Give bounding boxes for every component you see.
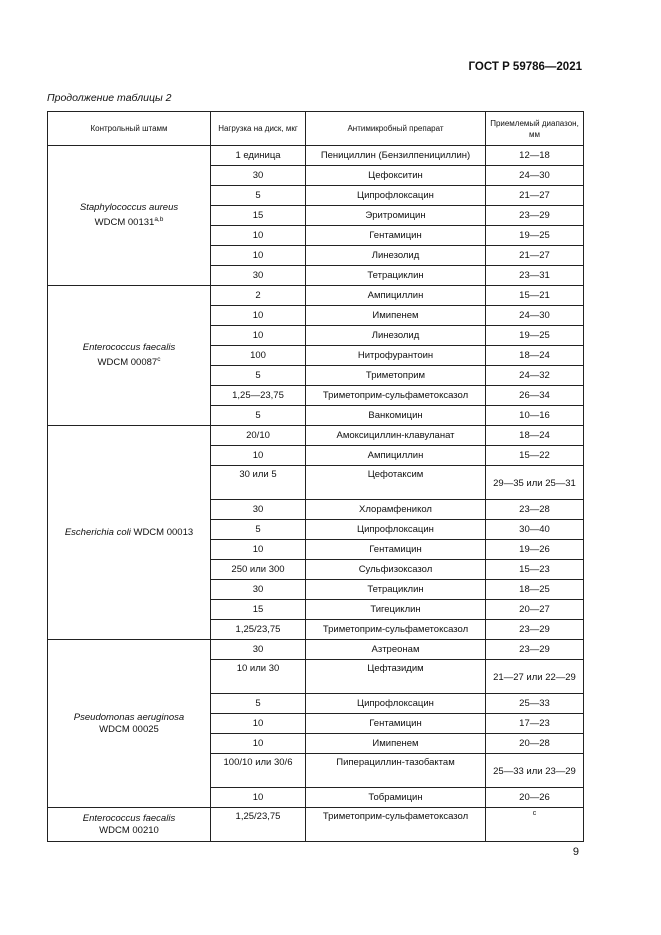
load-cell: 10 или 30	[211, 660, 306, 694]
range-cell: 20—27	[486, 600, 584, 620]
table-row	[48, 286, 584, 306]
load-cell: 1,25/23,75	[211, 808, 306, 842]
table-row	[48, 808, 584, 842]
drug-cell: Тетрациклин	[306, 580, 486, 600]
load-cell: 250 или 300	[211, 560, 306, 580]
range-cell: 12—18	[486, 146, 584, 166]
drug-cell: Ампициллин	[306, 286, 486, 306]
range-cell: 15—21	[486, 286, 584, 306]
drug-cell: Цефокситин	[306, 166, 486, 186]
load-cell: 100/10 или 30/6	[211, 754, 306, 788]
range-cell: 19—26	[486, 540, 584, 560]
strain-name: Pseudomonas aeruginosa	[73, 711, 185, 723]
drug-cell: Ципрофлоксацин	[306, 520, 486, 540]
strain-name: Enterococcus faecalis	[82, 341, 176, 353]
load-cell: 10	[211, 226, 306, 246]
range-cell: 15—23	[486, 560, 584, 580]
drug-cell: Азтреонам	[306, 640, 486, 660]
strain-cell	[48, 286, 211, 426]
drug-cell: Линезолид	[306, 326, 486, 346]
strain-cell	[48, 808, 211, 842]
range-cell: 10—16	[486, 406, 584, 426]
load-cell: 5	[211, 694, 306, 714]
load-cell: 10	[211, 734, 306, 754]
load-cell: 10	[211, 306, 306, 326]
load-cell: 30	[211, 640, 306, 660]
strain-cell	[48, 640, 211, 808]
strain-cell	[48, 426, 211, 640]
range-cell: 21—27	[486, 246, 584, 266]
load-cell: 10	[211, 788, 306, 808]
load-cell: 30	[211, 580, 306, 600]
strain-code: WDCM 00131	[94, 217, 155, 229]
column-header-strain: Контрольный штамм	[48, 112, 211, 146]
drug-cell: Гентамицин	[306, 714, 486, 734]
antimicrobial-table	[47, 111, 584, 842]
table-row	[48, 426, 584, 446]
drug-cell: Эритромицин	[306, 206, 486, 226]
drug-cell: Ампициллин	[306, 446, 486, 466]
load-cell: 5	[211, 520, 306, 540]
load-cell: 20/10	[211, 426, 306, 446]
table-row	[48, 640, 584, 660]
drug-cell: Ванкомицин	[306, 406, 486, 426]
drug-cell: Ципрофлоксацин	[306, 186, 486, 206]
load-cell: 30 или 5	[211, 466, 306, 500]
load-cell: 30	[211, 500, 306, 520]
load-cell: 1,25—23,75	[211, 386, 306, 406]
load-cell: 10	[211, 246, 306, 266]
strain-code: WDCM 00025	[99, 723, 159, 735]
load-cell: 1 единица	[211, 146, 306, 166]
strain-name: Escherichia coli	[64, 526, 131, 538]
table-row	[48, 146, 584, 166]
drug-cell: Триметоприм-сульфаметоксазол	[306, 620, 486, 640]
range-cell: 18—25	[486, 580, 584, 600]
range-cell: 20—26	[486, 788, 584, 808]
drug-cell: Тетрациклин	[306, 266, 486, 286]
document-code: ГОСТ Р 59786—2021	[468, 61, 582, 73]
load-cell: 5	[211, 406, 306, 426]
drug-cell: Триметоприм-сульфаметоксазол	[306, 808, 486, 842]
range-cell: 23—29	[486, 206, 584, 226]
load-cell: 10	[211, 326, 306, 346]
strain-footnote-ref: c	[157, 355, 161, 363]
range-cell: 29—35 или 25—31	[486, 466, 584, 500]
strain-name: Staphylococcus aureus	[79, 201, 179, 213]
strain-code: WDCM 00013	[133, 526, 194, 538]
load-cell: 100	[211, 346, 306, 366]
range-cell: 19—25	[486, 226, 584, 246]
drug-cell: Пиперациллин-тазобактам	[306, 754, 486, 788]
range-cell: 24—30	[486, 166, 584, 186]
drug-cell: Амоксициллин-клавуланат	[306, 426, 486, 446]
drug-cell: Тобрамицин	[306, 788, 486, 808]
drug-cell: Триметоприм	[306, 366, 486, 386]
load-cell: 10	[211, 540, 306, 560]
range-cell: 26—34	[486, 386, 584, 406]
range-cell: 21—27 или 22—29	[486, 660, 584, 694]
range-cell: 23—29	[486, 620, 584, 640]
range-cell: 21—27	[486, 186, 584, 206]
range-cell: 23—28	[486, 500, 584, 520]
drug-cell: Тигециклин	[306, 600, 486, 620]
load-cell: 1,25/23,75	[211, 620, 306, 640]
range-cell	[486, 808, 584, 842]
table-body	[48, 146, 584, 842]
drug-cell: Гентамицин	[306, 226, 486, 246]
table-header-row	[48, 112, 584, 146]
column-header-drug: Антимикробный препарат	[306, 112, 486, 146]
range-cell: 25—33 или 23—29	[486, 754, 584, 788]
range-cell: 24—30	[486, 306, 584, 326]
load-cell: 5	[211, 366, 306, 386]
drug-cell: Ципрофлоксацин	[306, 694, 486, 714]
range-cell: 23—31	[486, 266, 584, 286]
load-cell: 15	[211, 600, 306, 620]
drug-cell: Линезолид	[306, 246, 486, 266]
drug-cell: Сульфизоксазол	[306, 560, 486, 580]
strain-cell	[48, 146, 211, 286]
strain-footnote-ref: a,b	[154, 215, 164, 223]
load-cell: 10	[211, 714, 306, 734]
range-cell: 23—29	[486, 640, 584, 660]
strain-code: WDCM 00210	[99, 824, 159, 836]
range-cell: 30—40	[486, 520, 584, 540]
load-cell: 30	[211, 266, 306, 286]
range-cell: 19—25	[486, 326, 584, 346]
drug-cell: Гентамицин	[306, 540, 486, 560]
range-cell: 20—28	[486, 734, 584, 754]
drug-cell: Цефотаксим	[306, 466, 486, 500]
load-cell: 2	[211, 286, 306, 306]
strain-name: Enterococcus faecalis	[82, 812, 176, 824]
column-header-load: Нагрузка на диск, мкг	[211, 112, 306, 146]
range-cell: 15—22	[486, 446, 584, 466]
load-cell: 15	[211, 206, 306, 226]
drug-cell: Пенициллин (Бензилпенициллин)	[306, 146, 486, 166]
load-cell: 5	[211, 186, 306, 206]
drug-cell: Цефтазидим	[306, 660, 486, 694]
drug-cell: Имипенем	[306, 734, 486, 754]
drug-cell: Имипенем	[306, 306, 486, 326]
range-footnote-ref: c	[532, 810, 537, 817]
column-header-range: Приемлемый диапазон, мм	[486, 112, 584, 146]
drug-cell: Нитрофурантоин	[306, 346, 486, 366]
range-cell: 18—24	[486, 426, 584, 446]
table-continuation-title: Продолжение таблицы 2	[47, 92, 172, 104]
range-cell: 18—24	[486, 346, 584, 366]
page-number: 9	[572, 846, 579, 858]
drug-cell: Триметоприм-сульфаметоксазол	[306, 386, 486, 406]
strain-code: WDCM 00087	[97, 357, 158, 369]
load-cell: 30	[211, 166, 306, 186]
load-cell: 10	[211, 446, 306, 466]
range-cell: 17—23	[486, 714, 584, 734]
range-cell: 25—33	[486, 694, 584, 714]
drug-cell: Хлорамфеникол	[306, 500, 486, 520]
range-cell: 24—32	[486, 366, 584, 386]
